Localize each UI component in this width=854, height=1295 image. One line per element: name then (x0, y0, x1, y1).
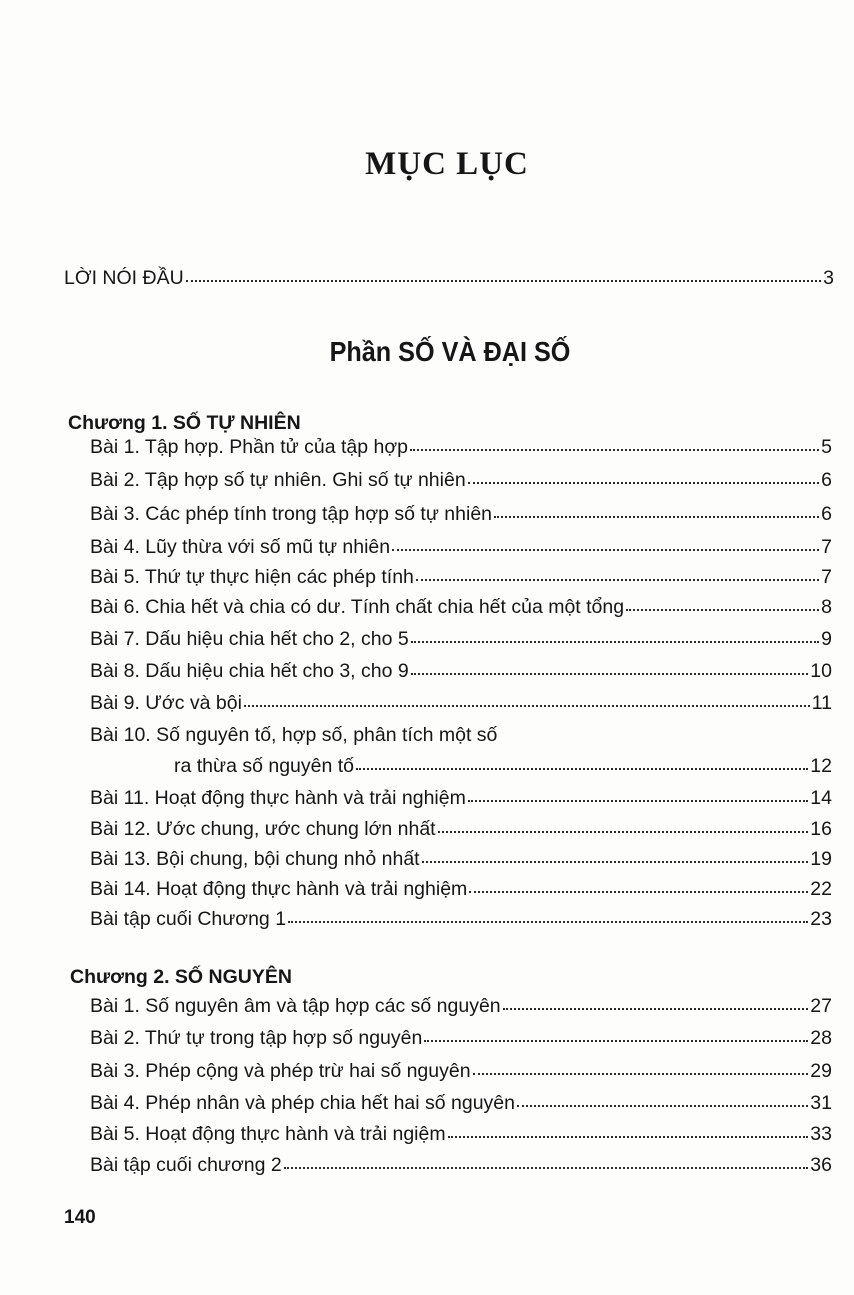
dot-leader (392, 549, 819, 551)
toc-entry-page: 22 (810, 878, 832, 900)
toc-entry[interactable] (90, 908, 832, 931)
toc-entry-page: 6 (821, 469, 832, 491)
toc-entry-page: 28 (810, 1027, 832, 1049)
dot-leader (468, 800, 808, 802)
toc-entry-page: 8 (821, 596, 832, 618)
toc-entry-label: Bài 1. Tập hợp. Phần tử của tập hợp (90, 436, 408, 458)
dot-leader (494, 516, 819, 518)
dot-leader (448, 1136, 809, 1138)
toc-entry-label: Bài 3. Phép cộng và phép trừ hai số nguyên (90, 1060, 471, 1082)
dot-leader (411, 641, 819, 643)
toc-entry-page: 6 (821, 503, 832, 525)
toc-entry-label: Bài 4. Lũy thừa với số mũ tự nhiên (90, 536, 391, 558)
toc-entry-preface[interactable] (64, 267, 834, 290)
toc-entry[interactable] (90, 469, 832, 492)
toc-entry-label: Bài 11. Hoạt động thực hành và trải nghiệm (90, 787, 466, 809)
toc-entry-page: 31 (810, 1092, 832, 1114)
toc-entry-page: 10 (810, 660, 832, 682)
dot-leader (469, 891, 808, 893)
toc-entry[interactable] (90, 660, 832, 683)
toc-entry[interactable] (90, 692, 832, 715)
toc-entry[interactable] (90, 1092, 832, 1115)
dot-leader (244, 705, 810, 707)
toc-entry-page: 23 (810, 908, 832, 930)
toc-entry-page: 36 (810, 1154, 832, 1176)
toc-entry-label: Bài 3. Các phép tính trong tập hợp số tự nhiên (90, 503, 493, 525)
page-number: 140 (64, 1207, 96, 1228)
toc-entry[interactable] (90, 566, 832, 589)
toc-entry-page: 16 (810, 818, 832, 840)
toc-entry[interactable] (90, 1027, 832, 1050)
dot-leader (626, 609, 819, 611)
toc-entry-page: 14 (810, 787, 832, 809)
toc-entry[interactable] (90, 596, 832, 619)
toc-entry-label: Bài 8. Dấu hiệu chia hết cho 3, cho 9 (90, 660, 409, 682)
dot-leader (411, 673, 809, 675)
toc-entry-page: 12 (810, 755, 832, 777)
toc-entry[interactable] (90, 628, 832, 651)
dot-leader (356, 768, 808, 770)
chapter-title: Chương 1. SỐ TỰ NHIÊN (68, 412, 301, 434)
toc-entry-label: Bài 14. Hoạt động thực hành và trải nghiệm (90, 878, 468, 900)
dot-leader (416, 579, 819, 581)
toc-entry-page: 5 (821, 436, 832, 458)
dot-leader (424, 1040, 808, 1042)
toc-entry-page: 19 (810, 848, 832, 870)
toc-entry-page: 29 (810, 1060, 832, 1082)
toc-entry-page: 11 (811, 692, 832, 714)
toc-entry[interactable] (90, 1123, 832, 1146)
toc-entry[interactable] (174, 755, 832, 778)
toc-entry-label: LỜI NÓI ĐẦU (64, 267, 184, 289)
toc-entry-label: Bài 13. Bội chung, bội chung nhỏ nhất (90, 848, 420, 870)
toc-entry-label: Bài 2. Tập hợp số tự nhiên. Ghi số tự nhiên (90, 469, 466, 491)
dot-leader (503, 1008, 809, 1010)
part-title: Phần SỐ VÀ ĐẠI SỐ (329, 336, 571, 367)
toc-entry[interactable] (90, 1154, 832, 1177)
dot-leader (422, 861, 809, 863)
dot-leader (284, 1167, 809, 1169)
toc-entry-label: Bài tập cuối chương 2 (90, 1154, 282, 1176)
toc-entry-label: Bài 1. Số nguyên âm và tập hợp các số nguyên (90, 995, 501, 1017)
toc-entry[interactable] (90, 787, 832, 810)
dot-leader (186, 280, 821, 282)
toc-entry-label: Bài 5. Thứ tự thực hiện các phép tính (90, 566, 414, 588)
toc-entry[interactable] (90, 536, 832, 559)
toc-entry-page: 7 (821, 536, 832, 558)
toc-entry-page: 7 (821, 566, 832, 588)
toc-entry[interactable] (90, 848, 832, 871)
toc-entry-label: Bài 10. Số nguyên tố, hợp số, phân tích một số (90, 724, 498, 746)
dot-leader (410, 449, 819, 451)
toc-entry-label-continued: ra thừa số nguyên tố (174, 755, 355, 777)
dot-leader (438, 831, 809, 833)
toc-entry[interactable] (90, 878, 832, 901)
toc-entry-label: Bài 7. Dấu hiệu chia hết cho 2, cho 5 (90, 628, 409, 650)
toc-entry-page: 33 (810, 1123, 832, 1145)
toc-entry-label: Bài 5. Hoạt động thực hành và trải ngiệm (90, 1123, 446, 1145)
toc-entry-label: Bài 2. Thứ tự trong tập hợp số nguyên (90, 1027, 423, 1049)
toc-entry-label: Bài 6. Chia hết và chia có dư. Tính chất chia hết của một tổng (90, 596, 625, 618)
toc-entry-page: 3 (823, 267, 834, 289)
toc-entry[interactable] (90, 995, 832, 1018)
toc-entry-label: Bài 4. Phép nhân và phép chia hết hai số nguyên (90, 1092, 515, 1114)
dot-leader (517, 1105, 808, 1107)
dot-leader (473, 1073, 809, 1075)
dot-leader (288, 921, 808, 923)
chapter-title: Chương 2. SỐ NGUYÊN (70, 966, 292, 988)
toc-entry-label: Bài 9. Ước và bội (90, 692, 242, 714)
page-title: MỤC LỤC (365, 146, 529, 182)
toc-entry-label: Bài tập cuối Chương 1 (90, 908, 287, 930)
toc-entry-page: 27 (810, 995, 832, 1017)
dot-leader (468, 482, 819, 484)
toc-entry[interactable] (90, 1060, 832, 1083)
toc-entry[interactable] (90, 503, 832, 526)
toc-entry-label: Bài 12. Ước chung, ước chung lớn nhất (90, 818, 436, 840)
toc-entry[interactable] (90, 436, 832, 459)
toc-entry-page: 9 (821, 628, 832, 650)
toc-entry[interactable] (90, 818, 832, 841)
